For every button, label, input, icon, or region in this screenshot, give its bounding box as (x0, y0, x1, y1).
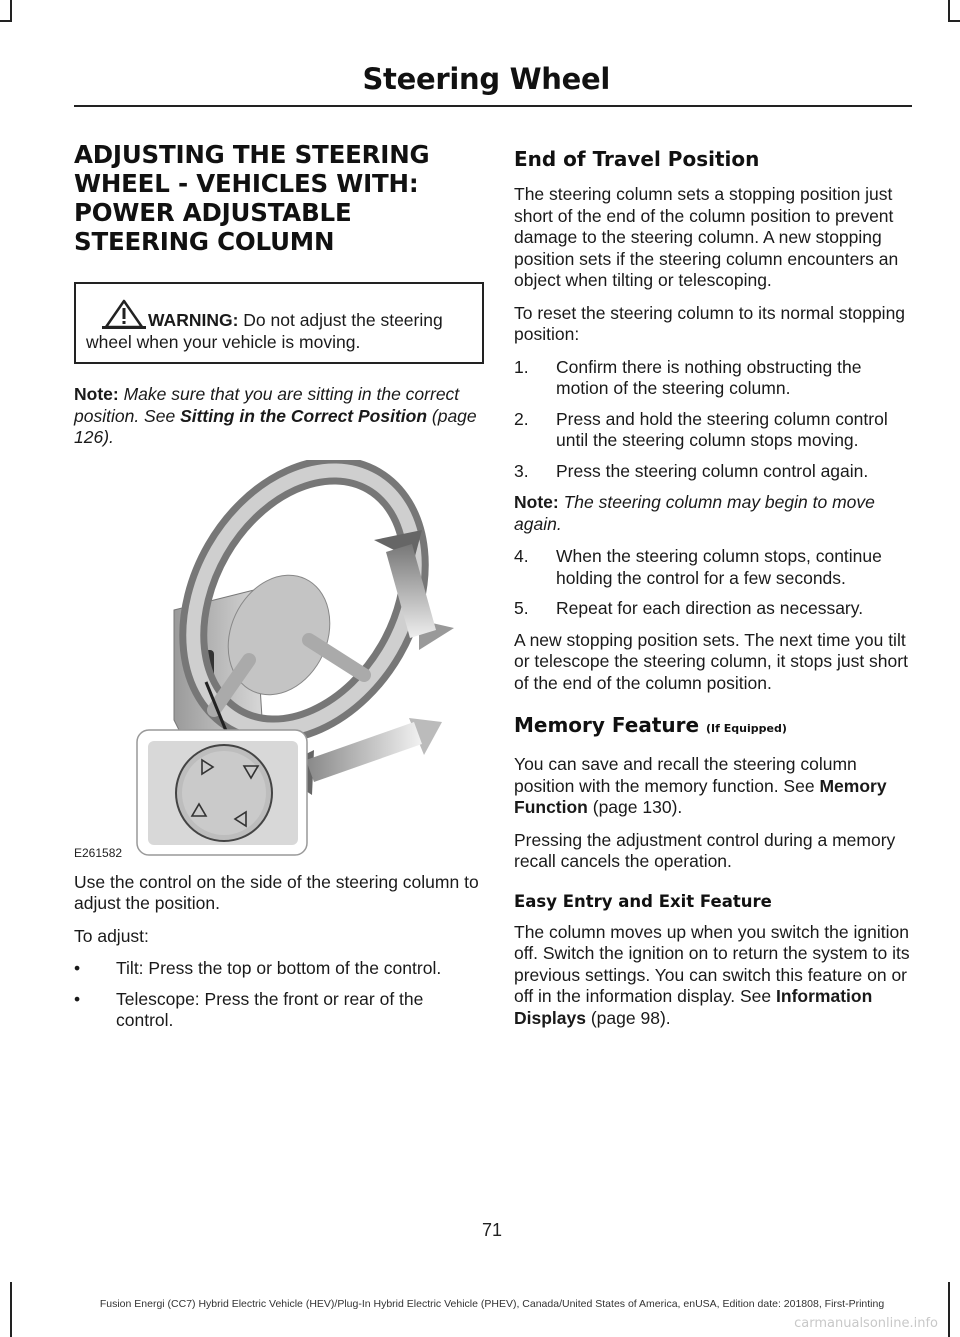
end-travel-heading: End of Travel Position (514, 147, 760, 171)
section-heading: ADJUSTING THE STEERING WHEEL - VEHICLES WITH: POWER ADJUSTABLE STEERING COLUMN (74, 140, 430, 256)
end-travel-p3: A new stopping position sets. The next time you tilt or telescope the steering column, it stops just short of the end of the column position. (514, 629, 908, 693)
crop-mark (948, 20, 960, 22)
warning-body: Do not adjust the steering wheel when your vehicle is moving. (86, 310, 443, 352)
page-footer: Fusion Energi (CC7) Hybrid Electric Vehicle (HEV)/Plug-In Hybrid Electric Vehicle (PHEV), Canada/United States of America, enUSA, Edition date: 201808, First-Printing (99, 1298, 885, 1310)
steps-list-b (514, 546, 910, 620)
warning-box (74, 282, 484, 364)
header-rule (74, 105, 912, 107)
memory-function-link[interactable]: Memory Function (514, 775, 887, 817)
list-item: • Tilt: Press the top or bottom of the control. (74, 958, 442, 978)
steps-list-a (514, 357, 910, 483)
end-travel-note (514, 492, 910, 535)
note-label: Note: (514, 492, 559, 512)
to-adjust-label: To adjust: (74, 925, 149, 946)
right-column (514, 146, 910, 1040)
crop-mark (948, 0, 950, 20)
memory-p1: You can save and recall the steering column position with the memory function. See Memory Function (page 130). (514, 754, 887, 817)
watermark: carmanualsonline.info (794, 1316, 938, 1331)
list-item: 2. Press and hold the steering column control until the steering column stops moving. (514, 408, 888, 450)
information-displays-link[interactable]: Information Displays (514, 986, 873, 1028)
note-label: Note: (74, 384, 119, 404)
list-item: 5. Repeat for each direction as necessary. (514, 598, 864, 618)
warning-label: WARNING: (148, 310, 239, 330)
note-link[interactable]: Sitting in the Correct Position (180, 405, 428, 426)
figure-code: E261582 (74, 845, 123, 860)
steering-wheel-figure (74, 460, 472, 860)
memory-heading: Memory Feature (If Equipped) (514, 713, 787, 737)
easy-entry-p1: The column moves up when you switch the ignition off. Switch the ignition on to return the system to its previous settings. You can switch this feature on or off in the information display. See Information Displays (page 98). (514, 921, 910, 1028)
steering-wheel-illustration (74, 460, 472, 860)
adjust-list (74, 958, 484, 1032)
end-travel-p2: To reset the steering column to its normal stopping position: (514, 302, 906, 344)
note-paragraph (74, 384, 484, 449)
end-travel-p1: The steering column sets a stopping position just short of the end of the column position to prevent damage to the steering column. A new stopping position sets if the steering column encounters an object when tilting or telescoping. (514, 184, 899, 290)
left-column (74, 140, 484, 1042)
note-text: Make sure that you are sitting in the correct position. See (74, 384, 460, 426)
page-number: 71 (481, 1220, 503, 1240)
warning-triangle-icon (102, 298, 146, 330)
control-inset (137, 730, 307, 855)
list-item: • Telescope: Press the front or rear of the control. (74, 988, 424, 1030)
intro-paragraph: Use the control on the side of the steering column to adjust the position. (74, 871, 479, 913)
page-title: Steering Wheel (362, 62, 610, 96)
note-page-ref: (page 126). (74, 405, 477, 447)
crop-mark (0, 20, 12, 22)
easy-entry-heading: Easy Entry and Exit Feature (514, 891, 772, 911)
crop-mark (10, 0, 12, 20)
list-item: 1. Confirm there is nothing obstructing the motion of the steering column. (514, 356, 862, 398)
list-item: 3. Press the steering column control again. (514, 460, 869, 481)
list-item: 4. When the steering column stops, continue holding the control for a few seconds. (514, 546, 882, 588)
warning-text (86, 298, 470, 353)
if-equipped-label: (If Equipped) (706, 722, 787, 735)
memory-p2: Pressing the adjustment control during a memory recall cancels the operation. (514, 829, 896, 871)
note-text: The steering column may begin to move again. (514, 492, 875, 534)
